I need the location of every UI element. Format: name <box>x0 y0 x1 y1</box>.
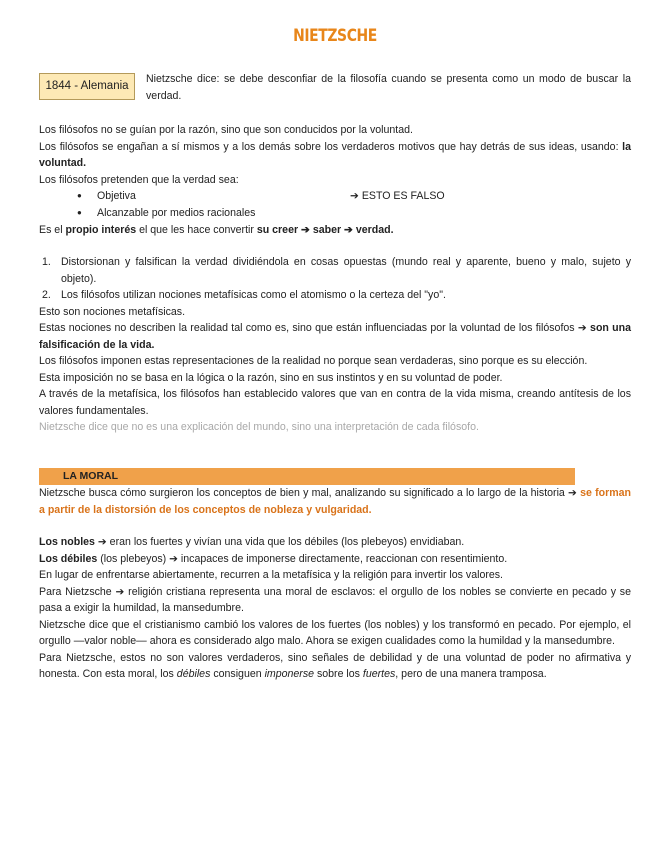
section-header-label: LA MORAL <box>63 470 119 482</box>
numbered-list <box>39 254 631 304</box>
paragraph-weak: Los débiles (los plebeyos) ➔ incapaces de imponerse directamente, reaccionan con resentimiento. <box>39 552 508 565</box>
paragraph-good-evil: Nietzsche busca cómo surgieron los conceptos de bien y mal, analizando su significado a lo largo de la historia ➔ se forman a partir de la distorsión de los conceptos de nobleza y vulgaridad. <box>39 487 631 516</box>
truth-bullet-list <box>39 188 631 222</box>
section-header-moral <box>39 468 575 485</box>
list-item: 2. Los filósofos utilizan nociones metafísicas como el atomismo o la certeza del "yo". <box>42 289 446 301</box>
paragraph-values: A través de la metafísica, los filósofos han establecido valores que van en contra de la vida misma, creando antítesis de los valores fundamentales. <box>39 388 631 417</box>
paragraph-interpretation: Nietzsche dice que no es una explicación del mundo, sino una interpretación de cada filósofo. <box>39 421 479 433</box>
paragraph-truth-intro: Los filósofos pretenden que la verdad sea: <box>39 173 239 186</box>
paragraph-conclusion: Para Nietzsche, estos no son valores verdaderos, sino señales de debilidad y de una voluntad de poder no afirmativa y honesta. Con esta moral, los débiles consiguen imponerse sobre los fuertes, pero de una manera tramposa. <box>39 651 631 680</box>
intro-paragraph: Nietzsche dice: se debe desconfiar de la filosofía cuando se presenta como un modo de buscar la verdad. <box>146 73 631 102</box>
page-title: NIETZSCHE <box>293 26 377 46</box>
paragraph-invert: En lugar de enfrentarse abiertamente, recurren a la metafísica y la religión para invertir los valores. <box>39 569 503 581</box>
paragraph-deception: Los filósofos se engañan a sí mismos y a los demás sobre los verdaderos motivos que hay detrás de sus ideas, usando: la voluntad. <box>39 140 631 169</box>
paragraph-instincts: Esta imposición no se basa en la lógica o la razón, sino en sus instintos y en su voluntad de poder. <box>39 371 503 384</box>
paragraph-interest: Es el propio interés el que les hace convertir su creer ➔ saber ➔ verdad. <box>39 224 394 236</box>
bullet-rational: ● Alcanzable por medios racionales <box>97 205 255 222</box>
paragraph-will: Los filósofos no se guían por la razón, sino que son conducidos por la voluntad. <box>39 124 413 136</box>
section-moral-intro <box>39 485 631 518</box>
paragraph-falsification: Estas nociones no describen la realidad tal como es, sino que están influenciadas por la voluntad de los filósofos ➔ son una falsificación de la vida. <box>39 322 632 351</box>
section-moral-body <box>39 534 631 683</box>
section-metaphysics <box>39 254 631 436</box>
section-philosophy <box>39 122 631 239</box>
paragraph-nobles: Los nobles ➔ eran los fuertes y vivían una vida que los débiles (los plebeyos) envidiaban. <box>39 536 465 548</box>
bullet-objective: ● Objetiva <box>97 188 136 205</box>
paragraph-christianity: Nietzsche dice que el cristianismo cambió los valores de los fuertes (los nobles) y los transformó en pecado. Por ejemplo, el orgullo —valor noble— ahora es considerado algo malo. Ahora se exigen cualidades como la humildad y la mansedumbre. <box>39 618 631 647</box>
date-badge: 1844 - Alemania <box>39 73 135 100</box>
paragraph-impose: Los filósofos imponen estas representaciones de la realidad no porque sean verdaderas, sino porque es su elección. <box>39 355 588 367</box>
paragraph-notions: Esto son nociones metafísicas. <box>39 305 186 318</box>
bullet-note-false: ➔ ESTO ES FALSO <box>350 190 445 202</box>
list-item: 1. Distorsionan y falsifican la verdad dividiéndola en cosas opuestas (mundo real y aparente, bueno y malo, sujeto y objeto). <box>42 256 631 285</box>
paragraph-slave-morality: Para Nietzsche ➔ religión cristiana representa una moral de esclavos: el orgullo de los nobles se convierte en pecado y se pasa a exigir la humildad, la mansedumbre. <box>39 585 631 614</box>
